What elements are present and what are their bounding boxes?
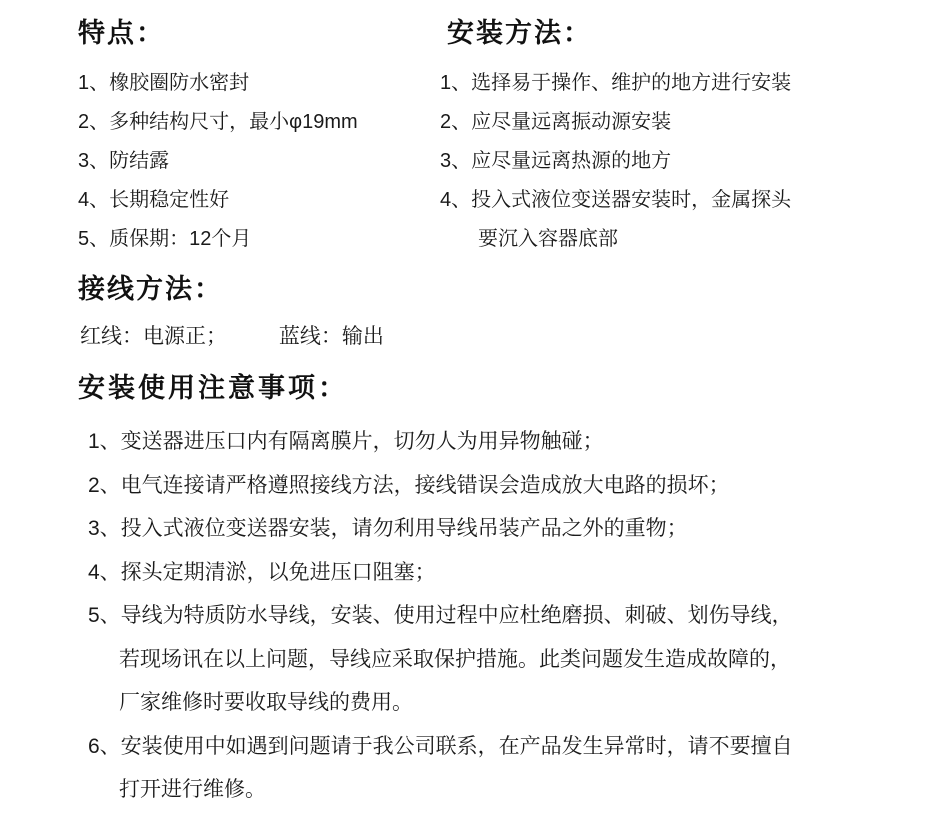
precautions-title: 安装使用注意事项： [78, 373, 348, 403]
features-list [78, 64, 358, 259]
installation-section [440, 16, 791, 259]
installation-item: 2、应尽量远离振动源安装 [440, 111, 672, 133]
features-item: 2、多种结构尺寸，最小φ19mm [78, 111, 358, 133]
features-item: 3、防结露 [78, 150, 170, 172]
precautions-list [88, 420, 793, 812]
wiring-title: 接线方法： [78, 274, 223, 304]
precaution-item: 3、投入式液位变送器安装，请勿利用导线吊装产品之外的重物； [88, 517, 688, 540]
installation-title: 安装方法： [447, 18, 592, 48]
precaution-item: 1、变送器进压口内有隔离膜片，切勿人为用异物触碰； [88, 430, 604, 453]
installation-item: 3、应尽量远离热源的地方 [440, 150, 672, 172]
precaution-item: 2、电气连接请严格遵照接线方法，接线错误会造成放大电路的损坏； [88, 473, 730, 497]
features-item: 5、质保期：12个月 [78, 228, 252, 250]
precaution-item-continuation: 打开进行维修。 [119, 778, 266, 801]
precaution-item-continuation: 若现场讯在以上问题，导线应采取保护措施。此类问题发生造成故障的， [119, 647, 791, 671]
red-wire-label: 红线：电源正； [80, 325, 227, 348]
features-title: 特点： [78, 18, 165, 48]
features-item: 4、长期稳定性好 [78, 189, 230, 211]
installation-item: 4、投入式液位变送器安装时，金属探头 [440, 189, 792, 211]
precaution-item: 5、导线为特质防水导线，安装、使用过程中应杜绝磨损、刺破、划伤导线， [88, 604, 793, 627]
features-item: 1、橡胶圈防水密封 [78, 72, 250, 94]
wiring-instructions [80, 324, 384, 350]
installation-item: 1、选择易于操作、维护的地方进行安装 [440, 72, 792, 94]
features-section [78, 16, 358, 259]
blue-wire-label: 蓝线：输出 [278, 325, 384, 348]
installation-list [440, 64, 791, 259]
precaution-item: 6、安装使用中如遇到问题请于我公司联系，在产品发生异常时，请不要擅自 [88, 734, 793, 758]
installation-item-continuation: 要沉入容器底部 [478, 228, 618, 250]
precaution-item: 4、探头定期清淤，以免进压口阻塞； [88, 560, 436, 584]
precaution-item-continuation: 厂家维修时要收取导线的费用。 [119, 691, 413, 714]
